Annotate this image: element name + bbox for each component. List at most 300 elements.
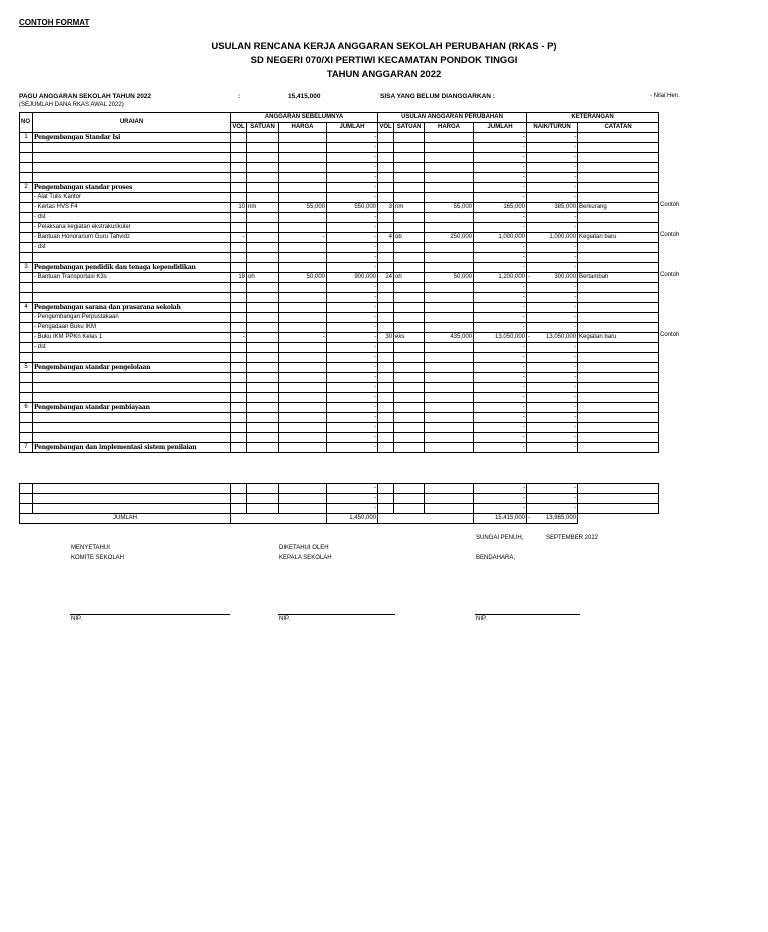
cell-harga-new xyxy=(425,303,474,313)
cell-naik-turun xyxy=(527,403,578,413)
cell-harga-new xyxy=(425,393,474,403)
section-row xyxy=(20,133,659,143)
cell-jumlah-new: - xyxy=(474,223,527,233)
cell-satuan-new xyxy=(394,303,425,313)
cell-naik-turun xyxy=(527,283,578,293)
cell-vol-new xyxy=(378,163,394,173)
cell-satuan-new xyxy=(394,283,425,293)
total-naik-turun-value: 13,965,000 xyxy=(545,515,576,521)
cell-catatan xyxy=(578,303,659,313)
school-name: SD NEGERI 070/XI PERTIWI KECAMATAN PONDOK TINGGI xyxy=(250,55,518,66)
cell-jumlah-new: - xyxy=(474,383,527,393)
cell-harga-prev: - xyxy=(279,233,327,243)
cell-satuan-new xyxy=(394,153,425,163)
cell-satuan-new xyxy=(394,373,425,383)
cell-jumlah-prev: - xyxy=(327,494,378,504)
cell-vol-new xyxy=(378,413,394,423)
cell-uraian: - Alat Tulis Kantor xyxy=(33,193,231,203)
cell-no xyxy=(20,203,33,213)
cell-harga-new xyxy=(425,413,474,423)
table-row xyxy=(20,143,659,153)
cell-satuan-new xyxy=(394,163,425,173)
cell-catatan xyxy=(578,263,659,273)
cell-harga-prev xyxy=(279,293,327,303)
cell-vol-prev xyxy=(231,173,247,183)
cell-catatan xyxy=(578,433,659,443)
cell-harga-prev xyxy=(279,494,327,504)
cell-harga-prev xyxy=(279,484,327,494)
nilai-label: - Nilai Hen. xyxy=(650,93,680,99)
cell-satuan-prev xyxy=(247,313,279,323)
side-note-contoh: Contoh xyxy=(660,202,680,208)
cell-no xyxy=(20,253,33,263)
cell-naik-turun xyxy=(527,173,578,183)
cell-catatan xyxy=(578,283,659,293)
naik-turun-value: - xyxy=(574,485,576,491)
naik-turun-value: - xyxy=(574,444,577,450)
cell-satuan-new: eks xyxy=(394,333,425,343)
cell-harga-new xyxy=(425,213,474,223)
cell-harga-new xyxy=(425,363,474,373)
cell-harga-prev xyxy=(279,143,327,153)
cell-no xyxy=(20,313,33,323)
cell-satuan-new xyxy=(394,494,425,504)
side-note-contoh: Contoh xyxy=(660,232,680,238)
cell-uraian: Pengembangan standar pengelolaan xyxy=(33,363,231,373)
naik-turun-value: 385,000 xyxy=(554,204,577,210)
cell-satuan-prev xyxy=(247,393,279,403)
naik-turun-value: - xyxy=(574,294,577,300)
cell-uraian: - Bantuan Honorarium Guru Tahvidz xyxy=(33,233,231,243)
cell-vol-prev xyxy=(231,403,247,413)
cell-vol-prev xyxy=(231,153,247,163)
cell-harga-prev xyxy=(279,213,327,223)
cell-harga-new: 55,000 xyxy=(425,203,474,213)
cell-harga-new xyxy=(425,143,474,153)
cell-harga-prev xyxy=(279,313,327,323)
cell-jumlah-prev: - xyxy=(327,293,378,303)
cell-satuan-new xyxy=(394,313,425,323)
cell-naik-turun xyxy=(527,393,578,403)
cell-harga-new xyxy=(425,243,474,253)
cell-uraian xyxy=(33,413,231,423)
header-naik-turun: NAIK/TURUN xyxy=(527,123,578,133)
cell-jumlah-new: - xyxy=(474,213,527,223)
cell-uraian: - dst xyxy=(33,213,231,223)
cell-catatan xyxy=(578,373,659,383)
table-row xyxy=(20,373,659,383)
table-row xyxy=(20,293,659,303)
cell-satuan-prev xyxy=(247,263,279,273)
cell-harga-prev xyxy=(279,243,327,253)
cell-vol-new xyxy=(378,484,394,494)
naik-turun-value: - xyxy=(574,384,577,390)
cell-vol-new xyxy=(378,313,394,323)
cell-vol-new xyxy=(378,343,394,353)
cell-harga-prev xyxy=(279,353,327,363)
cell-uraian: Pengembangan standar pembiayaan xyxy=(33,403,231,413)
cell-jumlah-new: 1,200,000 xyxy=(474,273,527,283)
cell-satuan-new xyxy=(394,504,425,514)
cell-jumlah-prev: - xyxy=(327,353,378,363)
cell-jumlah-prev: - xyxy=(327,403,378,413)
cell-satuan-prev xyxy=(247,403,279,413)
cell-satuan-prev xyxy=(247,223,279,233)
cell-naik-turun xyxy=(527,183,578,193)
cell-harga-new xyxy=(425,223,474,233)
naik-turun-value: - xyxy=(574,244,577,250)
table-row xyxy=(20,253,659,263)
cell-satuan-prev xyxy=(247,193,279,203)
total-catatan-empty xyxy=(578,514,659,524)
total-spacer xyxy=(231,514,327,524)
cell-harga-prev xyxy=(279,163,327,173)
cell-harga-prev xyxy=(279,223,327,233)
cell-vol-new xyxy=(378,283,394,293)
cell-no xyxy=(20,323,33,333)
table-row xyxy=(20,433,659,443)
cell-vol-new xyxy=(378,353,394,363)
cell-vol-prev xyxy=(231,163,247,173)
header-vol-2: VOL xyxy=(378,123,394,133)
header-jumlah-1: JUMLAH xyxy=(327,123,378,133)
cell-harga-new xyxy=(425,253,474,263)
cell-jumlah-new: 165,000 xyxy=(474,203,527,213)
cell-no xyxy=(20,273,33,283)
cell-harga-prev xyxy=(279,443,327,453)
table-row xyxy=(20,323,659,333)
cell-jumlah-prev: - xyxy=(327,263,378,273)
cell-catatan xyxy=(578,153,659,163)
cell-harga-new xyxy=(425,133,474,143)
cell-harga-prev: 50,000 xyxy=(279,273,327,283)
cell-vol-prev xyxy=(231,494,247,504)
cell-jumlah-new: 13,050,000 xyxy=(474,333,527,343)
cell-jumlah-prev: - xyxy=(327,484,378,494)
table-row xyxy=(20,353,659,363)
cell-jumlah-new: - xyxy=(474,183,527,193)
cell-vol-new: 3 xyxy=(378,203,394,213)
fiscal-year: TAHUN ANGGARAN 2022 xyxy=(326,69,442,80)
section-row xyxy=(20,183,659,193)
naik-turun-value: - xyxy=(574,344,577,350)
cell-jumlah-new: - xyxy=(474,253,527,263)
table-row xyxy=(20,163,659,173)
cell-jumlah-prev: - xyxy=(327,153,378,163)
cell-naik-turun xyxy=(527,433,578,443)
cell-jumlah-new: - xyxy=(474,133,527,143)
cell-vol-new: 24 xyxy=(378,273,394,283)
cell-vol-new xyxy=(378,433,394,443)
cell-satuan-prev xyxy=(247,423,279,433)
cell-no: 4 xyxy=(20,303,33,313)
cell-uraian xyxy=(33,163,231,173)
cell-uraian: - Bantuan Transportasi K3s xyxy=(33,273,231,283)
cell-catatan xyxy=(578,343,659,353)
cell-harga-prev xyxy=(279,303,327,313)
cell-harga-new xyxy=(425,504,474,514)
cell-jumlah-new: - xyxy=(474,303,527,313)
total-spacer xyxy=(378,514,474,524)
cell-no xyxy=(20,163,33,173)
cell-no xyxy=(20,293,33,303)
cell-naik-turun xyxy=(527,303,578,313)
cell-jumlah-new: - xyxy=(474,484,527,494)
cell-uraian: - Pelaksana kegiatan ekstrakurikuler xyxy=(33,223,231,233)
cell-vol-prev xyxy=(231,253,247,263)
cell-no xyxy=(20,504,33,514)
nip-kepala: NIP. xyxy=(279,616,290,622)
naik-turun-value: 1,000,000 xyxy=(549,234,577,240)
cell-jumlah-prev: - xyxy=(327,423,378,433)
document-title: USULAN RENCANA KERJA ANGGARAN SEKOLAH PERUBAHAN (RKAS - P) xyxy=(211,41,557,52)
header-jumlah-2: JUMLAH xyxy=(474,123,527,133)
cell-jumlah-prev: - xyxy=(327,504,378,514)
cell-jumlah-new: - xyxy=(474,153,527,163)
section-row xyxy=(20,263,659,273)
cell-satuan-prev xyxy=(247,333,279,343)
cell-catatan xyxy=(578,494,659,504)
cell-satuan-prev xyxy=(247,504,279,514)
cell-jumlah-prev: - xyxy=(327,173,378,183)
cell-satuan-prev xyxy=(247,173,279,183)
cell-harga-new xyxy=(425,383,474,393)
cell-harga-prev xyxy=(279,393,327,403)
cell-vol-new xyxy=(378,143,394,153)
cell-vol-prev xyxy=(231,283,247,293)
naik-turun-value: 13,050,000 xyxy=(546,334,577,340)
cell-catatan xyxy=(578,443,659,453)
header-anggaran-sebelumnya: ANGGARAN SEBELUMNYA xyxy=(231,113,378,123)
table-row xyxy=(20,313,659,323)
cell-jumlah-prev: - xyxy=(327,343,378,353)
cell-vol-new: 30 xyxy=(378,333,394,343)
cell-uraian xyxy=(33,143,231,153)
cell-naik-turun xyxy=(527,213,578,223)
cell-uraian xyxy=(33,373,231,383)
cell-satuan-prev xyxy=(247,153,279,163)
header-keterangan: KETERANGAN xyxy=(527,113,659,123)
cell-satuan-prev xyxy=(247,433,279,443)
cell-vol-new xyxy=(378,223,394,233)
cell-vol-prev xyxy=(231,183,247,193)
cell-naik-turun xyxy=(527,494,578,504)
cell-uraian: - dst xyxy=(33,343,231,353)
cell-catatan xyxy=(578,504,659,514)
section-row xyxy=(20,363,659,373)
table-row xyxy=(20,413,659,423)
cell-satuan-prev xyxy=(247,243,279,253)
naik-turun-value: - xyxy=(574,424,577,430)
table-row xyxy=(20,494,659,504)
cell-naik-turun xyxy=(527,223,578,233)
cell-satuan-prev xyxy=(247,303,279,313)
cell-catatan xyxy=(578,243,659,253)
cell-vol-new xyxy=(378,173,394,183)
cell-naik-turun xyxy=(527,163,578,173)
cell-jumlah-new: - xyxy=(474,163,527,173)
nip-bendahara: NIP. xyxy=(476,616,487,622)
cell-naik-turun xyxy=(527,273,578,283)
naik-turun-value: - xyxy=(574,184,577,190)
cell-satuan-prev xyxy=(247,343,279,353)
cell-jumlah-prev: - xyxy=(327,133,378,143)
cell-harga-prev xyxy=(279,153,327,163)
nip-komite: NIP. xyxy=(71,616,82,622)
komite-label: KOMITE SEKOLAH xyxy=(71,555,125,561)
cell-catatan xyxy=(578,313,659,323)
naik-turun-value: - xyxy=(574,374,577,380)
header-uraian: URAIAN xyxy=(33,113,231,133)
cell-uraian xyxy=(33,393,231,403)
cell-jumlah-new: - xyxy=(474,433,527,443)
cell-jumlah-new: - xyxy=(474,293,527,303)
cell-vol-prev xyxy=(231,243,247,253)
cell-satuan-new: ob xyxy=(394,233,425,243)
cell-vol-new xyxy=(378,303,394,313)
cell-harga-new xyxy=(425,173,474,183)
cell-harga-new xyxy=(425,373,474,383)
cell-jumlah-new: - xyxy=(474,353,527,363)
cell-naik-turun xyxy=(527,484,578,494)
cell-catatan: Berkurang xyxy=(578,203,659,213)
naik-turun-value: - xyxy=(574,434,577,440)
cell-vol-prev: - xyxy=(231,233,247,243)
cell-jumlah-new: - xyxy=(474,363,527,373)
table-row xyxy=(20,193,659,203)
cell-catatan xyxy=(578,183,659,193)
naik-turun-value: - xyxy=(574,144,577,150)
cell-no xyxy=(20,484,33,494)
cell-harga-prev xyxy=(279,343,327,353)
table-row xyxy=(20,383,659,393)
cell-catatan xyxy=(578,393,659,403)
cell-satuan-new xyxy=(394,293,425,303)
cell-vol-prev xyxy=(231,433,247,443)
cell-catatan xyxy=(578,484,659,494)
cell-naik-turun xyxy=(527,333,578,343)
cell-jumlah-prev: - xyxy=(327,223,378,233)
cell-jumlah-prev: 550,000 xyxy=(327,203,378,213)
cell-naik-turun xyxy=(527,363,578,373)
cell-satuan-prev xyxy=(247,323,279,333)
cell-naik-turun xyxy=(527,203,578,213)
table-row xyxy=(20,203,659,213)
cell-satuan-new xyxy=(394,223,425,233)
place-date: SUNGAI PENUH, xyxy=(476,535,524,541)
cell-naik-turun xyxy=(527,323,578,333)
side-note-contoh: Contoh xyxy=(660,332,680,338)
cell-uraian xyxy=(33,423,231,433)
naik-turun-dash: - xyxy=(528,334,531,340)
cell-harga-new xyxy=(425,163,474,173)
cell-naik-turun xyxy=(527,263,578,273)
naik-turun-value: - xyxy=(574,354,577,360)
cell-vol-prev xyxy=(231,263,247,273)
header-vol-1: VOL xyxy=(231,123,247,133)
cell-satuan-prev xyxy=(247,233,279,243)
table-row xyxy=(20,223,659,233)
cell-satuan-new xyxy=(394,263,425,273)
cell-catatan: Kegiatan baru xyxy=(578,233,659,243)
signature-line-kepala xyxy=(278,614,395,615)
header-harga-1: HARGA xyxy=(279,123,327,133)
cell-jumlah-prev: - xyxy=(327,213,378,223)
cell-harga-new xyxy=(425,353,474,363)
cell-uraian xyxy=(33,433,231,443)
signature-line-komite xyxy=(70,614,230,615)
naik-turun-dash: - xyxy=(528,274,531,280)
cell-uraian xyxy=(33,253,231,263)
cell-jumlah-prev: - xyxy=(327,393,378,403)
cell-harga-new xyxy=(425,443,474,453)
signature-line-bendahara xyxy=(475,614,580,615)
cell-uraian: Pengembangan Standar Isi xyxy=(33,133,231,143)
cell-vol-new xyxy=(378,494,394,504)
cell-jumlah-prev: - xyxy=(327,313,378,323)
sisa-label: SISA YANG BELUM DIANGGARKAN : xyxy=(380,93,495,100)
naik-turun-value: - xyxy=(574,364,577,370)
cell-harga-prev xyxy=(279,183,327,193)
cell-catatan xyxy=(578,323,659,333)
cell-harga-new xyxy=(425,283,474,293)
cell-catatan xyxy=(578,293,659,303)
cell-vol-prev xyxy=(231,363,247,373)
cell-no xyxy=(20,343,33,353)
cell-harga-new xyxy=(425,193,474,203)
table-row xyxy=(20,233,659,243)
cell-harga-prev xyxy=(279,283,327,293)
cell-harga-prev xyxy=(279,413,327,423)
cell-naik-turun xyxy=(527,243,578,253)
cell-no: 2 xyxy=(20,183,33,193)
naik-turun-value: - xyxy=(574,394,577,400)
cell-satuan-new xyxy=(394,484,425,494)
cell-satuan-prev xyxy=(247,494,279,504)
cell-catatan xyxy=(578,133,659,143)
cell-uraian xyxy=(33,353,231,363)
cell-uraian: - Kertas HVS F4 xyxy=(33,203,231,213)
diketahui-label: DIKETAHUI OLEH xyxy=(279,545,329,551)
cell-catatan xyxy=(578,163,659,173)
cell-satuan-prev xyxy=(247,293,279,303)
cell-jumlah-new: - xyxy=(474,243,527,253)
cell-satuan-prev xyxy=(247,383,279,393)
header-satuan-1: SATUAN xyxy=(247,123,279,133)
cell-vol-prev: 18 xyxy=(231,273,247,283)
cell-harga-new xyxy=(425,183,474,193)
cell-satuan-prev: oh xyxy=(247,273,279,283)
cell-vol-new xyxy=(378,504,394,514)
cell-jumlah-new: - xyxy=(474,263,527,273)
naik-turun-value: - xyxy=(574,324,577,330)
cell-vol-new xyxy=(378,323,394,333)
cell-no xyxy=(20,213,33,223)
cell-catatan xyxy=(578,173,659,183)
cell-uraian: Pengembangan standar proses xyxy=(33,183,231,193)
header-usulan: USULAN ANGGARAN PERUBAHAN xyxy=(378,113,527,123)
cell-catatan xyxy=(578,413,659,423)
cell-vol-new xyxy=(378,443,394,453)
cell-vol-prev xyxy=(231,413,247,423)
naik-turun-value: - xyxy=(574,304,577,310)
cell-jumlah-prev: - xyxy=(327,183,378,193)
cell-vol-prev xyxy=(231,383,247,393)
cell-harga-new xyxy=(425,313,474,323)
naik-turun-value: - xyxy=(574,214,577,220)
cell-satuan-new xyxy=(394,393,425,403)
cell-harga-prev xyxy=(279,403,327,413)
